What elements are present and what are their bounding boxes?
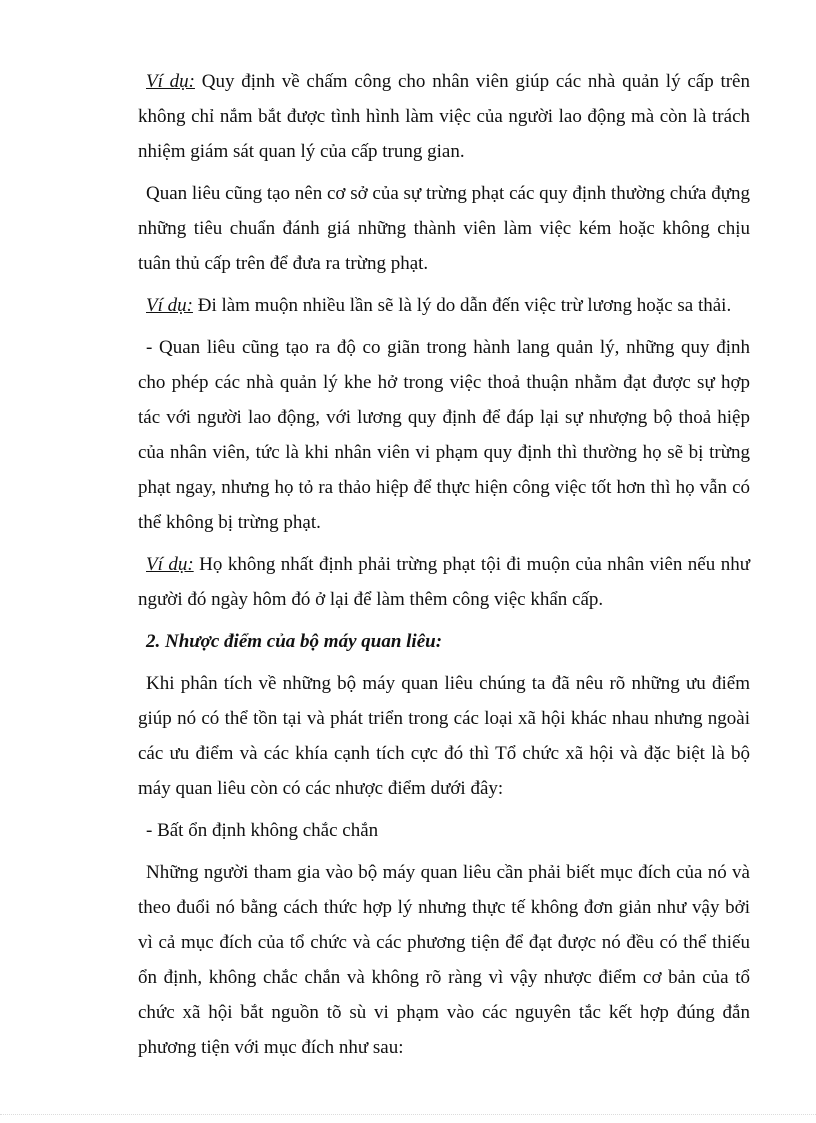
example-paragraph-timekeeping [138,64,750,169]
paragraph-instability-explanation [138,855,750,1065]
example-paragraph-overtime [138,547,750,617]
paragraph-flexibility [138,330,750,540]
paragraph-text: Đi làm muộn nhiều lần sẽ là lý do dẫn đến việc trừ lương hoặc sa thải. [192,295,732,316]
paragraph-text: - Quan liêu cũng tạo ra độ co giãn trong hành lang quản lý, những quy định cho phép các nhà quản lý khe hở trong việc thoả thuận nhằm đạt được sự hợp tác với người lao động, với lương quy định để đáp lại sự nhượng bộ thoả hiệp của nhân viên, tức là khi nhân viên vi phạm quy định thì thường họ sẽ bị trừng phạt ngay, nhưng họ tỏ ra thảo hiệp để thực hiện công việc tốt hơn thì họ vẫn có thể không bị trừng phạt. [138,337,750,533]
paragraph-text: Những người tham gia vào bộ máy quan liêu cần phải biết mục đích của nó và theo đuổi nó bằng cách thức hợp lý nhưng thực tế không đơn giản như vậy bởi vì cả mục đích của tổ chức và các phương tiện để đạt được nó đều có thể thiếu ổn định, không chắc chắn và không rõ ràng vì vậy nhược điểm cơ bản của tổ chức xã hội bắt nguồn tõ sù vi phạm vào các nguyên tắc kết hợp đúng đắn phương tiện với mục đích như sau: [138,862,750,1058]
example-paragraph-late [138,288,750,323]
paragraph-text: Quy định về chấm công cho nhân viên giúp các nhà quản lý cấp trên không chỉ nắm bắt được tình hình làm việc của người lao động mà còn là trách nhiệm giám sát quan lý của cấp trung gian. [138,71,750,162]
paragraph-punishment-basis [138,176,750,281]
paragraph-disadvantages-intro [138,666,750,806]
paragraph-text: Quan liêu cũng tạo nên cơ sở của sự trừng phạt các quy định thường chứa đựng những tiêu chuẩn đánh giá những thành viên làm việc kém hoặc không chịu tuân thủ cấp trên để đưa ra trừng phạt. [138,183,750,274]
bullet-instability [138,813,750,848]
paragraph-text: - Bất ổn định không chắc chắn [146,820,379,841]
page-bottom-divider [0,1114,816,1115]
example-label: Ví dụ: [146,295,193,316]
example-label: Ví dụ: [146,71,195,92]
paragraph-text: Khi phân tích về những bộ máy quan liêu chúng ta đã nêu rõ những ưu điểm giúp nó có thể tồn tại và phát triển trong các loại xã hội khác nhau nhưng ngoài các ưu điểm và các khía cạnh tích cực đó thì Tổ chức xã hội và đặc biệt là bộ máy quan liêu còn có các nhược điểm dưới đây: [138,673,750,799]
example-label: Ví dụ: [146,554,194,575]
section-heading: 2. Nhược điểm của bộ máy quan liêu: [146,631,443,652]
paragraph-text: Họ không nhất định phải trừng phạt tội đi muộn của nhân viên nếu như người đó ngày hôm đó ở lại để làm thêm công việc khẩn cấp. [138,554,750,610]
